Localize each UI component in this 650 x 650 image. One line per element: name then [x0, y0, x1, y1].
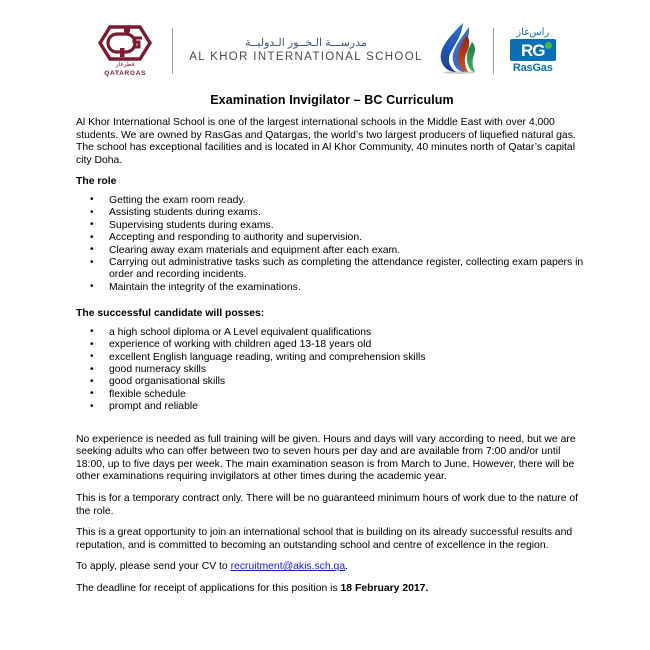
rasgas-mark-letters: RG [521, 40, 545, 60]
apply-prefix-text: To apply, please send your CV to [76, 561, 231, 573]
list-item: • Clearing away exam materials and equipment after each exam. [76, 245, 588, 257]
list-item: • Carrying out administrative tasks such as completing the attendance register, collecting exam papers in order and recording incidents. [76, 257, 588, 282]
deadline-paragraph [76, 583, 588, 596]
apply-paragraph [76, 561, 588, 574]
intro-paragraph: Al Khor International School is one of the largest international schools in the Middle East with over 4,000 students. We are owned by RasGas and Qatargas, the world’s two largest producers of liquefied natural gas. The school has exceptional facilities and is located in Al Khor Community, 40 minutes north of Qatar’s capital city Doha. [76, 117, 576, 166]
experience-paragraph: No experience is needed as full training will be given. Hours and days will vary according to need, but we are seeking adults who can offer between two to seven hours per day and are available from 7:00 and/or until 18:00, up to five days per week. The main examination season is from March to June. However, there will be other examinations requiring invigilators at other times during the academic year. [76, 433, 576, 483]
logo-header [0, 0, 650, 85]
list-item: • good numeracy skills [76, 364, 588, 376]
rasgas-arabic-label: راس‌غاز [516, 27, 550, 38]
qatargas-logo [94, 24, 156, 77]
list-item: • Supervising students during exams. [76, 220, 588, 232]
rasgas-mark-icon [510, 39, 556, 61]
recruitment-email-link[interactable]: recruitment@akis.sch.qa [230, 561, 346, 573]
list-item: • experience of working with children aged 13-18 years old [76, 339, 588, 351]
header-divider-1 [172, 28, 173, 74]
qatargas-name-label: QATARGAS [104, 70, 147, 77]
list-item: • Accepting and responding to authority and supervision. [76, 232, 588, 244]
role-bullet-list [76, 195, 588, 294]
contract-paragraph: This is for a temporary contract only. There will be no guaranteed minimum hours of work due to the nature of the role. [76, 493, 579, 517]
list-item: • prompt and reliable [76, 401, 588, 413]
opportunity-paragraph: This is a great opportunity to join an international school that is building on its already successful results and reputation, and is committed to becoming an outstanding school and centre of excellence in the region. [76, 527, 573, 551]
alkhor-school-logo [189, 37, 423, 64]
role-heading: The role [76, 176, 117, 188]
alkhor-arabic-label: مدرســـة الـخــور الـدوليــة [245, 37, 367, 50]
list-item: • a high school diploma or A Level equivalent qualifications [76, 327, 588, 339]
list-item: • Getting the exam room ready. [76, 195, 588, 207]
alkhor-english-label: AL KHOR INTERNATIONAL SCHOOL [189, 50, 423, 63]
candidate-heading: The successful candidate will posses: [76, 308, 265, 320]
rasgas-logo [510, 27, 556, 74]
deadline-date-text: 18 February 2017. [340, 583, 429, 594]
qatargas-mark-icon [97, 24, 153, 62]
header-divider-2 [493, 28, 494, 74]
flame-icon [437, 22, 477, 79]
section-spacer [76, 420, 588, 434]
candidate-bullet-list [76, 327, 588, 414]
page-title: Examination Invigilator – BC Curriculum [210, 93, 454, 107]
apply-suffix-text: . [345, 561, 348, 573]
deadline-prefix-text: The deadline for receipt of applications for this position is [76, 583, 341, 594]
list-item: • good organisational skills [76, 376, 588, 388]
list-item: • Maintain the integrity of the examinations. [76, 282, 588, 294]
list-item: • Assisting students during exams. [76, 207, 588, 219]
list-item: • excellent English language reading, writing and comprehension skills [76, 352, 588, 364]
qatargas-arabic-label: قطرغاز [115, 62, 135, 68]
rasgas-green-dot-icon [545, 42, 552, 49]
document-body [0, 93, 650, 596]
rasgas-name-label: RasGas [512, 62, 553, 74]
list-item: • flexible schedule [76, 389, 588, 401]
